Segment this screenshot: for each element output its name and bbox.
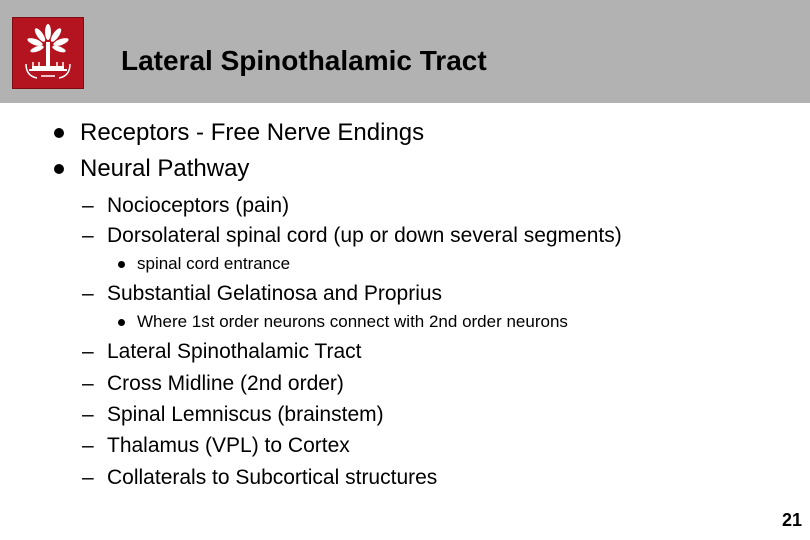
dash-marker: – [82, 282, 94, 305]
palmetto-seal-icon [12, 17, 84, 89]
sub-item-text: Collaterals to Subcortical structures [107, 466, 438, 489]
sub-sub-item-text: spinal cord entrance [137, 254, 291, 273]
slide-title: Lateral Spinothalamic Tract [121, 45, 487, 76]
dash-marker: – [82, 224, 94, 247]
dash-marker: – [82, 466, 94, 489]
dash-marker: – [82, 372, 94, 395]
bullet-dot-icon [118, 261, 125, 268]
sub-item-text: Substantial Gelatinosa and Proprius [107, 282, 443, 305]
sub-sub-item-text: Where 1st order neurons connect with 2nd order neurons [137, 312, 568, 331]
sub-item-text: Cross Midline (2nd order) [107, 372, 344, 395]
bullet-text: Neural Pathway [80, 155, 250, 182]
bullet-text: Receptors - Free Nerve Endings [80, 119, 425, 146]
dash-marker: – [82, 340, 94, 363]
dash-marker: – [82, 194, 94, 217]
sub-item-text: Lateral Spinothalamic Tract [107, 340, 362, 363]
sub-item-text: Nocioceptors (pain) [107, 194, 290, 217]
sub-item-text: Spinal Lemniscus (brainstem) [107, 403, 384, 426]
bullet-dot-icon [118, 319, 125, 326]
dash-marker: – [82, 403, 94, 426]
bullet-dot-icon [54, 164, 64, 174]
sub-item-text: Dorsolateral spinal cord (up or down several segments) [107, 224, 622, 247]
sub-item-text: Thalamus (VPL) to Cortex [107, 434, 350, 457]
page-number: 21 [781, 510, 802, 530]
dash-marker: – [82, 434, 94, 457]
bullet-dot-icon [54, 128, 64, 138]
